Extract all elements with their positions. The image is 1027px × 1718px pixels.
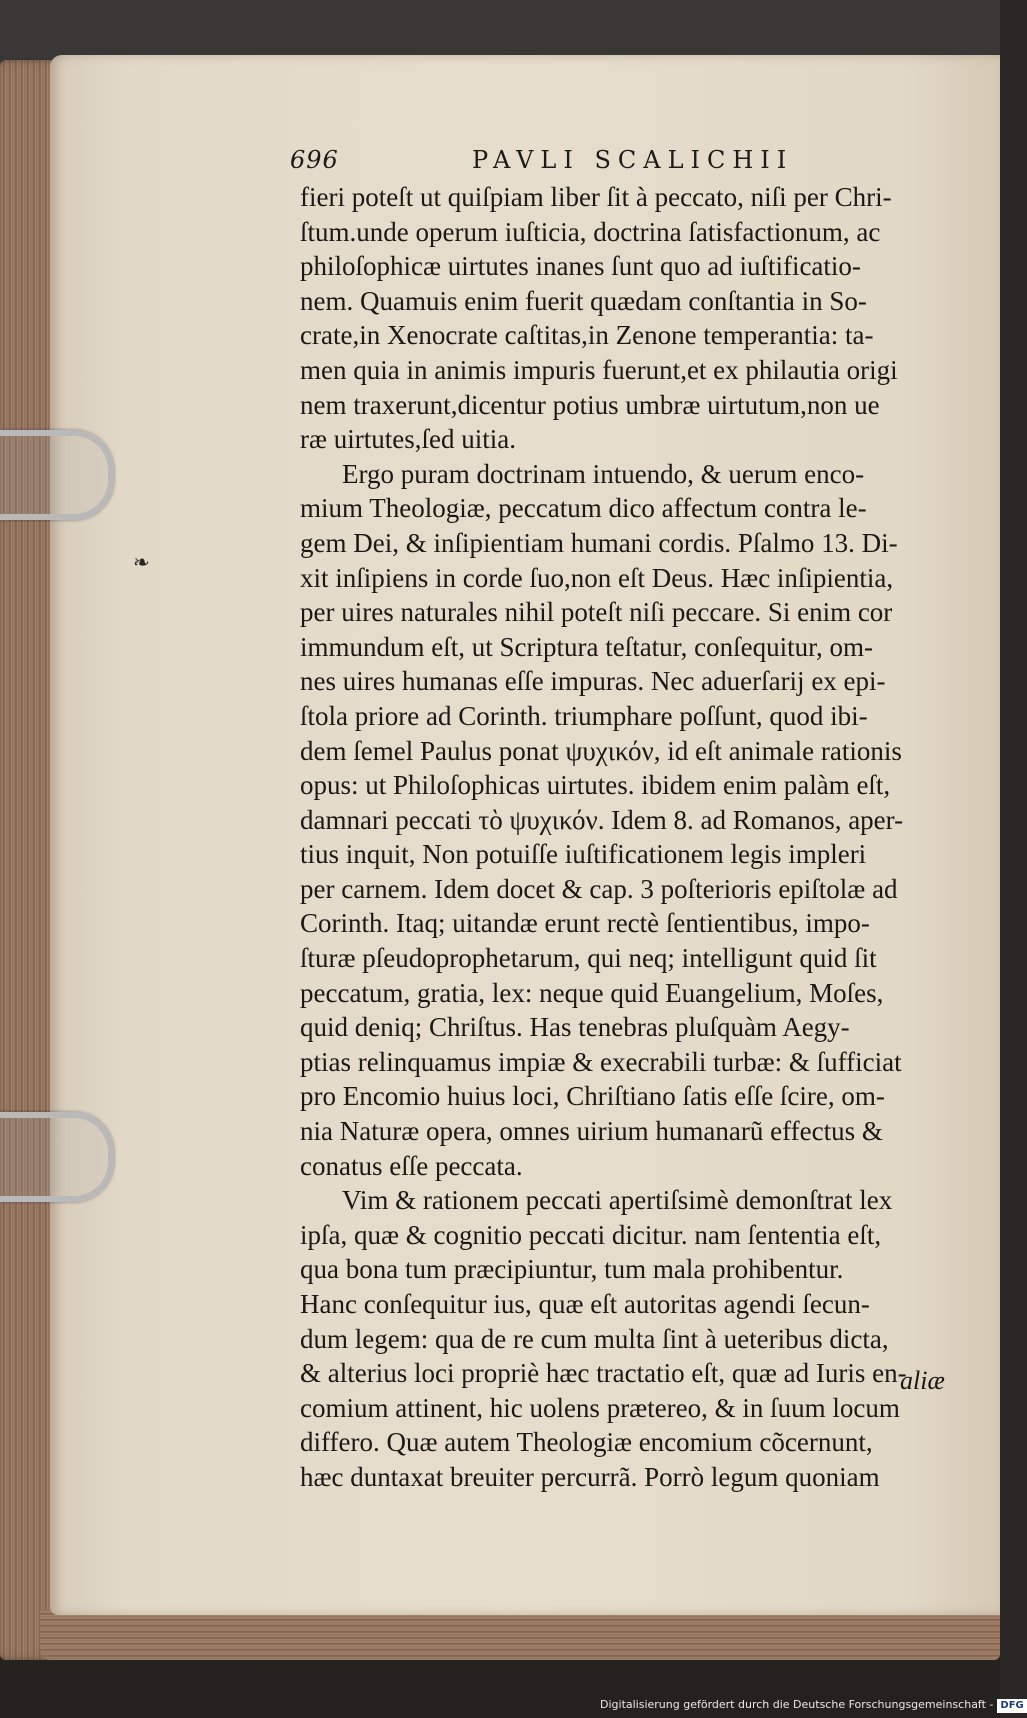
text-line: dum legem: qua de re cum multa ſint à ueteribus dicta, [300,1323,889,1354]
text-line: men quia in animis impuris fuerunt,et ex philautia origi [300,354,898,385]
page-edge-stack-bottom [40,1610,1000,1660]
text-line: differo. Quæ autem Theologiæ encomium cõcernunt, [300,1427,873,1458]
text-line: ipſa, quæ & cognitio peccati dicitur. nam ſententia eſt, [300,1219,882,1250]
folio-number: 696 [290,146,339,174]
text-line: peccatum, gratia, lex: neque quid Euangelium, Moſes, [300,977,884,1008]
text-line: crate,in Xenocrate caſtitas,in Zenone temperantia: ta- [300,320,874,351]
text-line: damnari peccati τὸ ψυχικόν. Idem 8. ad Romanos, aper- [300,804,904,835]
text-line: quid deniq; Chriſtus. Has tenebras pluſquàm Aegy- [300,1012,850,1043]
text-line: tius inquit, Non potuiſſe iuſtificationem legis impleri [300,839,867,870]
body-text [300,180,952,1495]
text-line: Vim & rationem peccati apertiſsimè demonſtrat lex [342,1185,893,1216]
text-line: Corinth. Itaq; uitandæ erunt rectè ſentientibus, impo- [300,908,870,939]
text-line: nem traxerunt,dicentur potius umbræ uirtutum,non ue [300,389,880,420]
text-line: qua bona tum præcipiuntur, tum mala prohibentur. [300,1254,844,1285]
text-line: gem Dei, & inſipientiam humani cordis. Pſalmo 13. Di- [300,527,898,558]
text-line: fieri poteſt ut quiſpiam liber ſit à peccato, niſi per Chri- [300,182,892,212]
digitization-credit [600,1698,1024,1718]
text-line: ptias relinquamus impiæ & execrabili turbæ: & ſufficiat [300,1046,902,1077]
text-line: per uires naturales nihil poteſt niſi peccare. Si enim cor [300,597,893,628]
page-clip-bottom [0,1112,114,1202]
text-line: philoſophicæ uirtutes inanes ſunt quo ad iuſtificatio- [300,251,861,282]
text-line: & alterius loci propriè hæc tractatio eſt, quæ ad Iuris en- [300,1358,907,1389]
text-line: nem. Quamuis enim fuerit quædam conſtantia in So- [300,285,867,316]
page-header [290,146,950,182]
text-line: ſturæ pſeudoprophetarum, qui neq; intelligunt quid ſit [300,943,877,974]
text-line: xit inſipiens in corde ſuo,non eſt Deus. Hæc inſipientia, [300,562,894,593]
page-clip-top [0,430,114,520]
text-line: pro Encomio huius loci, Chriſtiano ſatis eſſe ſcire, om- [300,1081,885,1112]
catchword: aliæ [900,1366,945,1395]
dfg-logo: DFG [997,1699,1026,1713]
text-line: per carnem. Idem docet & cap. 3 poſterioris epiſtolæ ad [300,873,898,904]
text-line: nes uires humanas eſſe impuras. Nec aduerſarij ex epi- [300,666,886,697]
text-line: Hanc conſequitur ius, quæ eſt autoritas agendi ſecun- [300,1289,870,1319]
text-line: ſtum.unde operum iuſticia, doctrina ſatisfactionum, ac [300,216,881,247]
text-line: ſtola priore ad Corinth. triumphare poſſunt, quod ibi- [300,700,868,731]
text-line: comium attinent, hic uolens prætereo, & in ſuum locum [300,1392,900,1423]
text-line: opus: ut Philoſophicas uirtutes. ibidem enim palàm eſt, [300,770,891,801]
text-line: nia Naturæ opera, omnes uirium humanarũ effectus & [300,1116,883,1147]
marginal-mark: ❧ [133,550,150,574]
text-line: immundum eſt, ut Scriptura teſtatur, conſequitur, om- [300,631,873,662]
running-title: PAVLI SCALICHII [472,146,794,174]
credit-text: Digitalisierung gefördert durch die Deutsche Forschungsgemeinschaft - [600,1698,994,1711]
text-line: dem ſemel Paulus ponat ψυχικόν, id eſt animale rationis [300,735,902,766]
text-line: hæc duntaxat breuiter percurrã. Porrò legum quoniam [300,1461,880,1492]
text-line: conatus eſſe peccata. [300,1150,523,1181]
text-line: Ergo puram doctrinam intuendo, & uerum enco- [342,458,865,489]
text-line: mium Theologiæ, peccatum dico affectum contra le- [300,493,867,524]
text-line: ræ uirtutes,ſed uitia. [300,424,516,455]
